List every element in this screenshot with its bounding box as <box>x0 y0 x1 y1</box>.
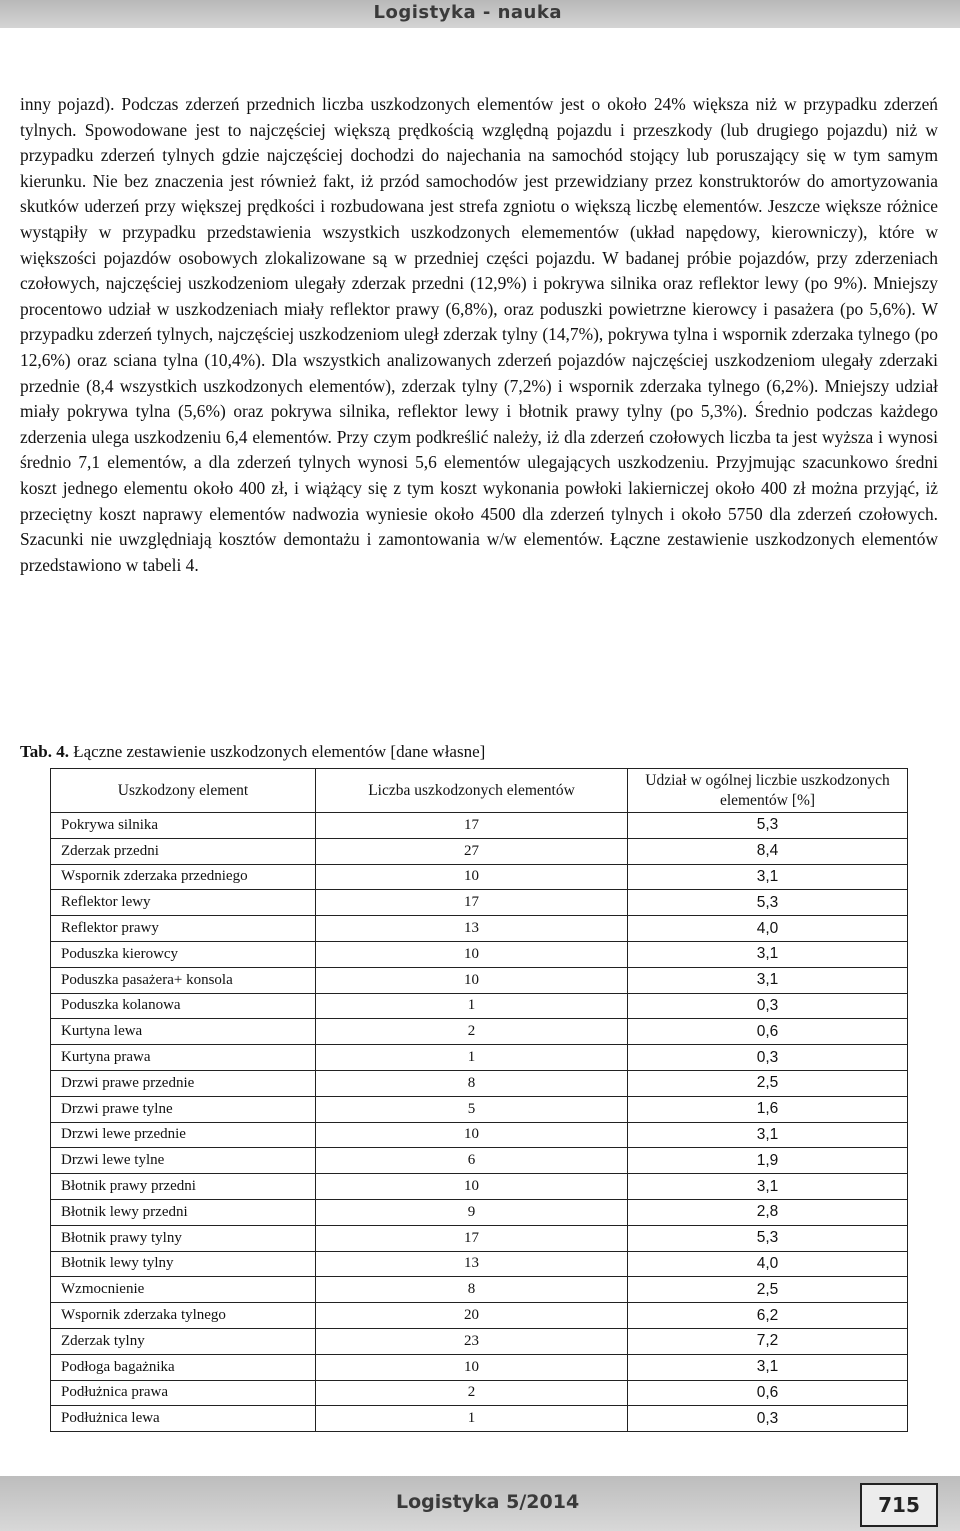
cell-element: Błotnik lewy tylny <box>51 1251 316 1277</box>
cell-element: Podłużnica lewa <box>51 1406 316 1432</box>
header-count: Liczba uszkodzonych elementów <box>316 769 628 813</box>
table-row <box>51 1277 908 1303</box>
cell-count: 6 <box>316 1148 628 1174</box>
footer-band <box>0 1476 960 1531</box>
cell-count: 5 <box>316 1096 628 1122</box>
cell-element: Drzwi lewe tylne <box>51 1148 316 1174</box>
table-row <box>51 813 908 839</box>
cell-share: 2,5 <box>628 1070 908 1096</box>
cell-element: Poduszka kierowcy <box>51 941 316 967</box>
table-row <box>51 1019 908 1045</box>
cell-count: 9 <box>316 1199 628 1225</box>
journal-title: Logistyka - nauka <box>373 2 562 23</box>
cell-share: 7,2 <box>628 1328 908 1354</box>
cell-element: Drzwi lewe przednie <box>51 1122 316 1148</box>
body-paragraph: inny pojazd). Podczas zderzeń przednich liczba uszkodzonych elementów jest o około 24% większa niż w przypadku zderzeń tylnych. Spowodowane jest to najczęściej większą prędkością względną pojazdu i przeszkody (lub drugiego pojazdu) niż w przypadku zderzeń tylnych gdzie najczęściej dochodzi do najechania na samochód stojący lub poruszający się w tym samym kierunku. Nie bez znaczenia jest również fakt, iż przód samochodów jest przewidziany przez konstruktorów do amortyzowania skutków uderzeń przy większej prędkości i rozbudowana jest strefa zgniotu o większą liczbę elementów. Jeszcze większe różnice wystąpiły w przypadku przedstawienia wszystkich uszkodzonych elemementów (układ napędowy, kierowniczy), które w większości pojazdów osobowych zlokalizowane są w przedniej części pojazdu. W badanej próbie pojazdów, przy zderzeniach czołowych, najczęściej uszkodzeniom ulegały zderzak przedni (12,9%) i pokrywa silnika oraz reflektor lewy (po 9%). Mniejszy procentowo udział w uszkodzeniach miały reflektor prawy (6,8%), oraz poduszki powietrzne kierowcy i pasażera (po 5,6%). W przypadku zderzeń tylnych, najczęściej uszkodzeniom uległ zderzak tylny (14,7%), pokrywa tylna i wspornik zderzaka tylnego (po 12,6%) oraz sciana tylna (10,4%). Dla wszystkich analizowanych zderzeń pojazdów najczęściej uszkodzeniom ulegały zderzaki przednie (8,4 wszystkich uszkodzonych elementów), zderzak tylny (7,2%) i wspornik zderzaka tylnego (6,2%). Mniejszy udział miały pokrywa tylna (5,6%) oraz pokrywa silnika, reflektor lewy i błotnik prawy tylny (po 5,3%). Średnio podczas każdego zderzenia ulega uszkodzeniu 6,4 elementów. Przy czym podkreślić należy, iż dla zderzeń czołowych liczba ta jest wyższa i wynosi średnio 7,1 elementów, a dla zderzeń tylnych wynosi 5,6 elementów ulegających uszkodzeniu. Przyjmując szacunkowo średni koszt jednego elementu około 400 zł, i wiążący się z tym koszt wykonania powłoki lakierniczej około 400 zł można przyjąć, iż przeciętny koszt naprawy elementów nadwozia wyniesie około 4500 dla zderzeń tylnych i około 5750 dla zderzeń czołowych. Szacunki nie uwzględniają kosztów demontażu i zamontowania w/w elementów. Łączne zestawienie uszkodzonych elementów przedstawiono w tabeli 4. <box>20 94 938 575</box>
cell-element: Kurtyna prawa <box>51 1045 316 1071</box>
cell-share: 0,3 <box>628 993 908 1019</box>
table-row <box>51 1199 908 1225</box>
table-row <box>51 890 908 916</box>
cell-count: 1 <box>316 1045 628 1071</box>
table-row <box>51 1174 908 1200</box>
table-body <box>51 813 908 1432</box>
table-header-row <box>51 769 908 813</box>
cell-share: 2,5 <box>628 1277 908 1303</box>
cell-count: 1 <box>316 1406 628 1432</box>
table-row <box>51 838 908 864</box>
cell-share: 3,1 <box>628 967 908 993</box>
table-row <box>51 1045 908 1071</box>
cell-element: Błotnik prawy przedni <box>51 1174 316 1200</box>
cell-share: 1,9 <box>628 1148 908 1174</box>
cell-element: Zderzak tylny <box>51 1328 316 1354</box>
cell-element: Zderzak przedni <box>51 838 316 864</box>
cell-element: Wzmocnienie <box>51 1277 316 1303</box>
cell-share: 4,0 <box>628 1251 908 1277</box>
cell-element: Pokrywa silnika <box>51 813 316 839</box>
cell-count: 2 <box>316 1019 628 1045</box>
cell-count: 13 <box>316 916 628 942</box>
cell-count: 20 <box>316 1303 628 1329</box>
table-row <box>51 941 908 967</box>
cell-share: 0,3 <box>628 1406 908 1432</box>
table-row <box>51 1354 908 1380</box>
cell-count: 10 <box>316 941 628 967</box>
cell-element: Wspornik zderzaka przedniego <box>51 864 316 890</box>
cell-share: 3,1 <box>628 1354 908 1380</box>
table-caption-label: Tab. 4. <box>20 742 69 761</box>
cell-element: Poduszka kolanowa <box>51 993 316 1019</box>
table-caption-text: Łączne zestawienie uszkodzonych elementów [dane własne] <box>68 742 486 761</box>
table-caption <box>20 742 485 762</box>
cell-share: 8,4 <box>628 838 908 864</box>
cell-element: Drzwi prawe tylne <box>51 1096 316 1122</box>
cell-element: Reflektor lewy <box>51 890 316 916</box>
table-row <box>51 1251 908 1277</box>
cell-count: 2 <box>316 1380 628 1406</box>
cell-element: Błotnik lewy przedni <box>51 1199 316 1225</box>
table-row <box>51 916 908 942</box>
table-row <box>51 1303 908 1329</box>
cell-count: 13 <box>316 1251 628 1277</box>
table-row <box>51 1380 908 1406</box>
cell-count: 23 <box>316 1328 628 1354</box>
header-element: Uszkodzony element <box>51 769 316 813</box>
damaged-elements-table <box>50 768 908 1432</box>
table-row <box>51 864 908 890</box>
cell-share: 1,6 <box>628 1096 908 1122</box>
table-row <box>51 1328 908 1354</box>
article-body <box>20 92 938 578</box>
cell-count: 8 <box>316 1070 628 1096</box>
cell-share: 2,8 <box>628 1199 908 1225</box>
cell-count: 17 <box>316 1225 628 1251</box>
cell-element: Drzwi prawe przednie <box>51 1070 316 1096</box>
table-row <box>51 1148 908 1174</box>
cell-share: 4,0 <box>628 916 908 942</box>
cell-share: 5,3 <box>628 890 908 916</box>
cell-share: 3,1 <box>628 864 908 890</box>
cell-share: 5,3 <box>628 813 908 839</box>
table-row <box>51 1406 908 1432</box>
cell-share: 3,1 <box>628 941 908 967</box>
cell-count: 10 <box>316 1122 628 1148</box>
cell-count: 17 <box>316 813 628 839</box>
cell-element: Reflektor prawy <box>51 916 316 942</box>
cell-count: 10 <box>316 1354 628 1380</box>
cell-share: 3,1 <box>628 1122 908 1148</box>
cell-count: 10 <box>316 1174 628 1200</box>
cell-share: 0,3 <box>628 1045 908 1071</box>
issue-label: Logistyka 5/2014 <box>396 1491 580 1513</box>
table-row <box>51 1096 908 1122</box>
cell-share: 0,6 <box>628 1380 908 1406</box>
cell-count: 8 <box>316 1277 628 1303</box>
table-row <box>51 1225 908 1251</box>
cell-element: Kurtyna lewa <box>51 1019 316 1045</box>
cell-element: Poduszka pasażera+ konsola <box>51 967 316 993</box>
table-row <box>51 1070 908 1096</box>
header-band <box>0 0 960 28</box>
cell-share: 5,3 <box>628 1225 908 1251</box>
header-share: Udział w ogólnej liczbie uszkodzonych elementów [%] <box>628 769 908 813</box>
cell-count: 1 <box>316 993 628 1019</box>
cell-count: 17 <box>316 890 628 916</box>
table-row <box>51 967 908 993</box>
cell-element: Podłużnica prawa <box>51 1380 316 1406</box>
cell-element: Wspornik zderzaka tylnego <box>51 1303 316 1329</box>
table-row <box>51 993 908 1019</box>
page-number: 715 <box>878 1493 920 1517</box>
cell-share: 3,1 <box>628 1174 908 1200</box>
page-number-box <box>860 1483 938 1527</box>
cell-share: 6,2 <box>628 1303 908 1329</box>
cell-count: 10 <box>316 864 628 890</box>
cell-element: Podłoga bagażnika <box>51 1354 316 1380</box>
cell-count: 27 <box>316 838 628 864</box>
table-row <box>51 1122 908 1148</box>
cell-count: 10 <box>316 967 628 993</box>
cell-share: 0,6 <box>628 1019 908 1045</box>
cell-element: Błotnik prawy tylny <box>51 1225 316 1251</box>
